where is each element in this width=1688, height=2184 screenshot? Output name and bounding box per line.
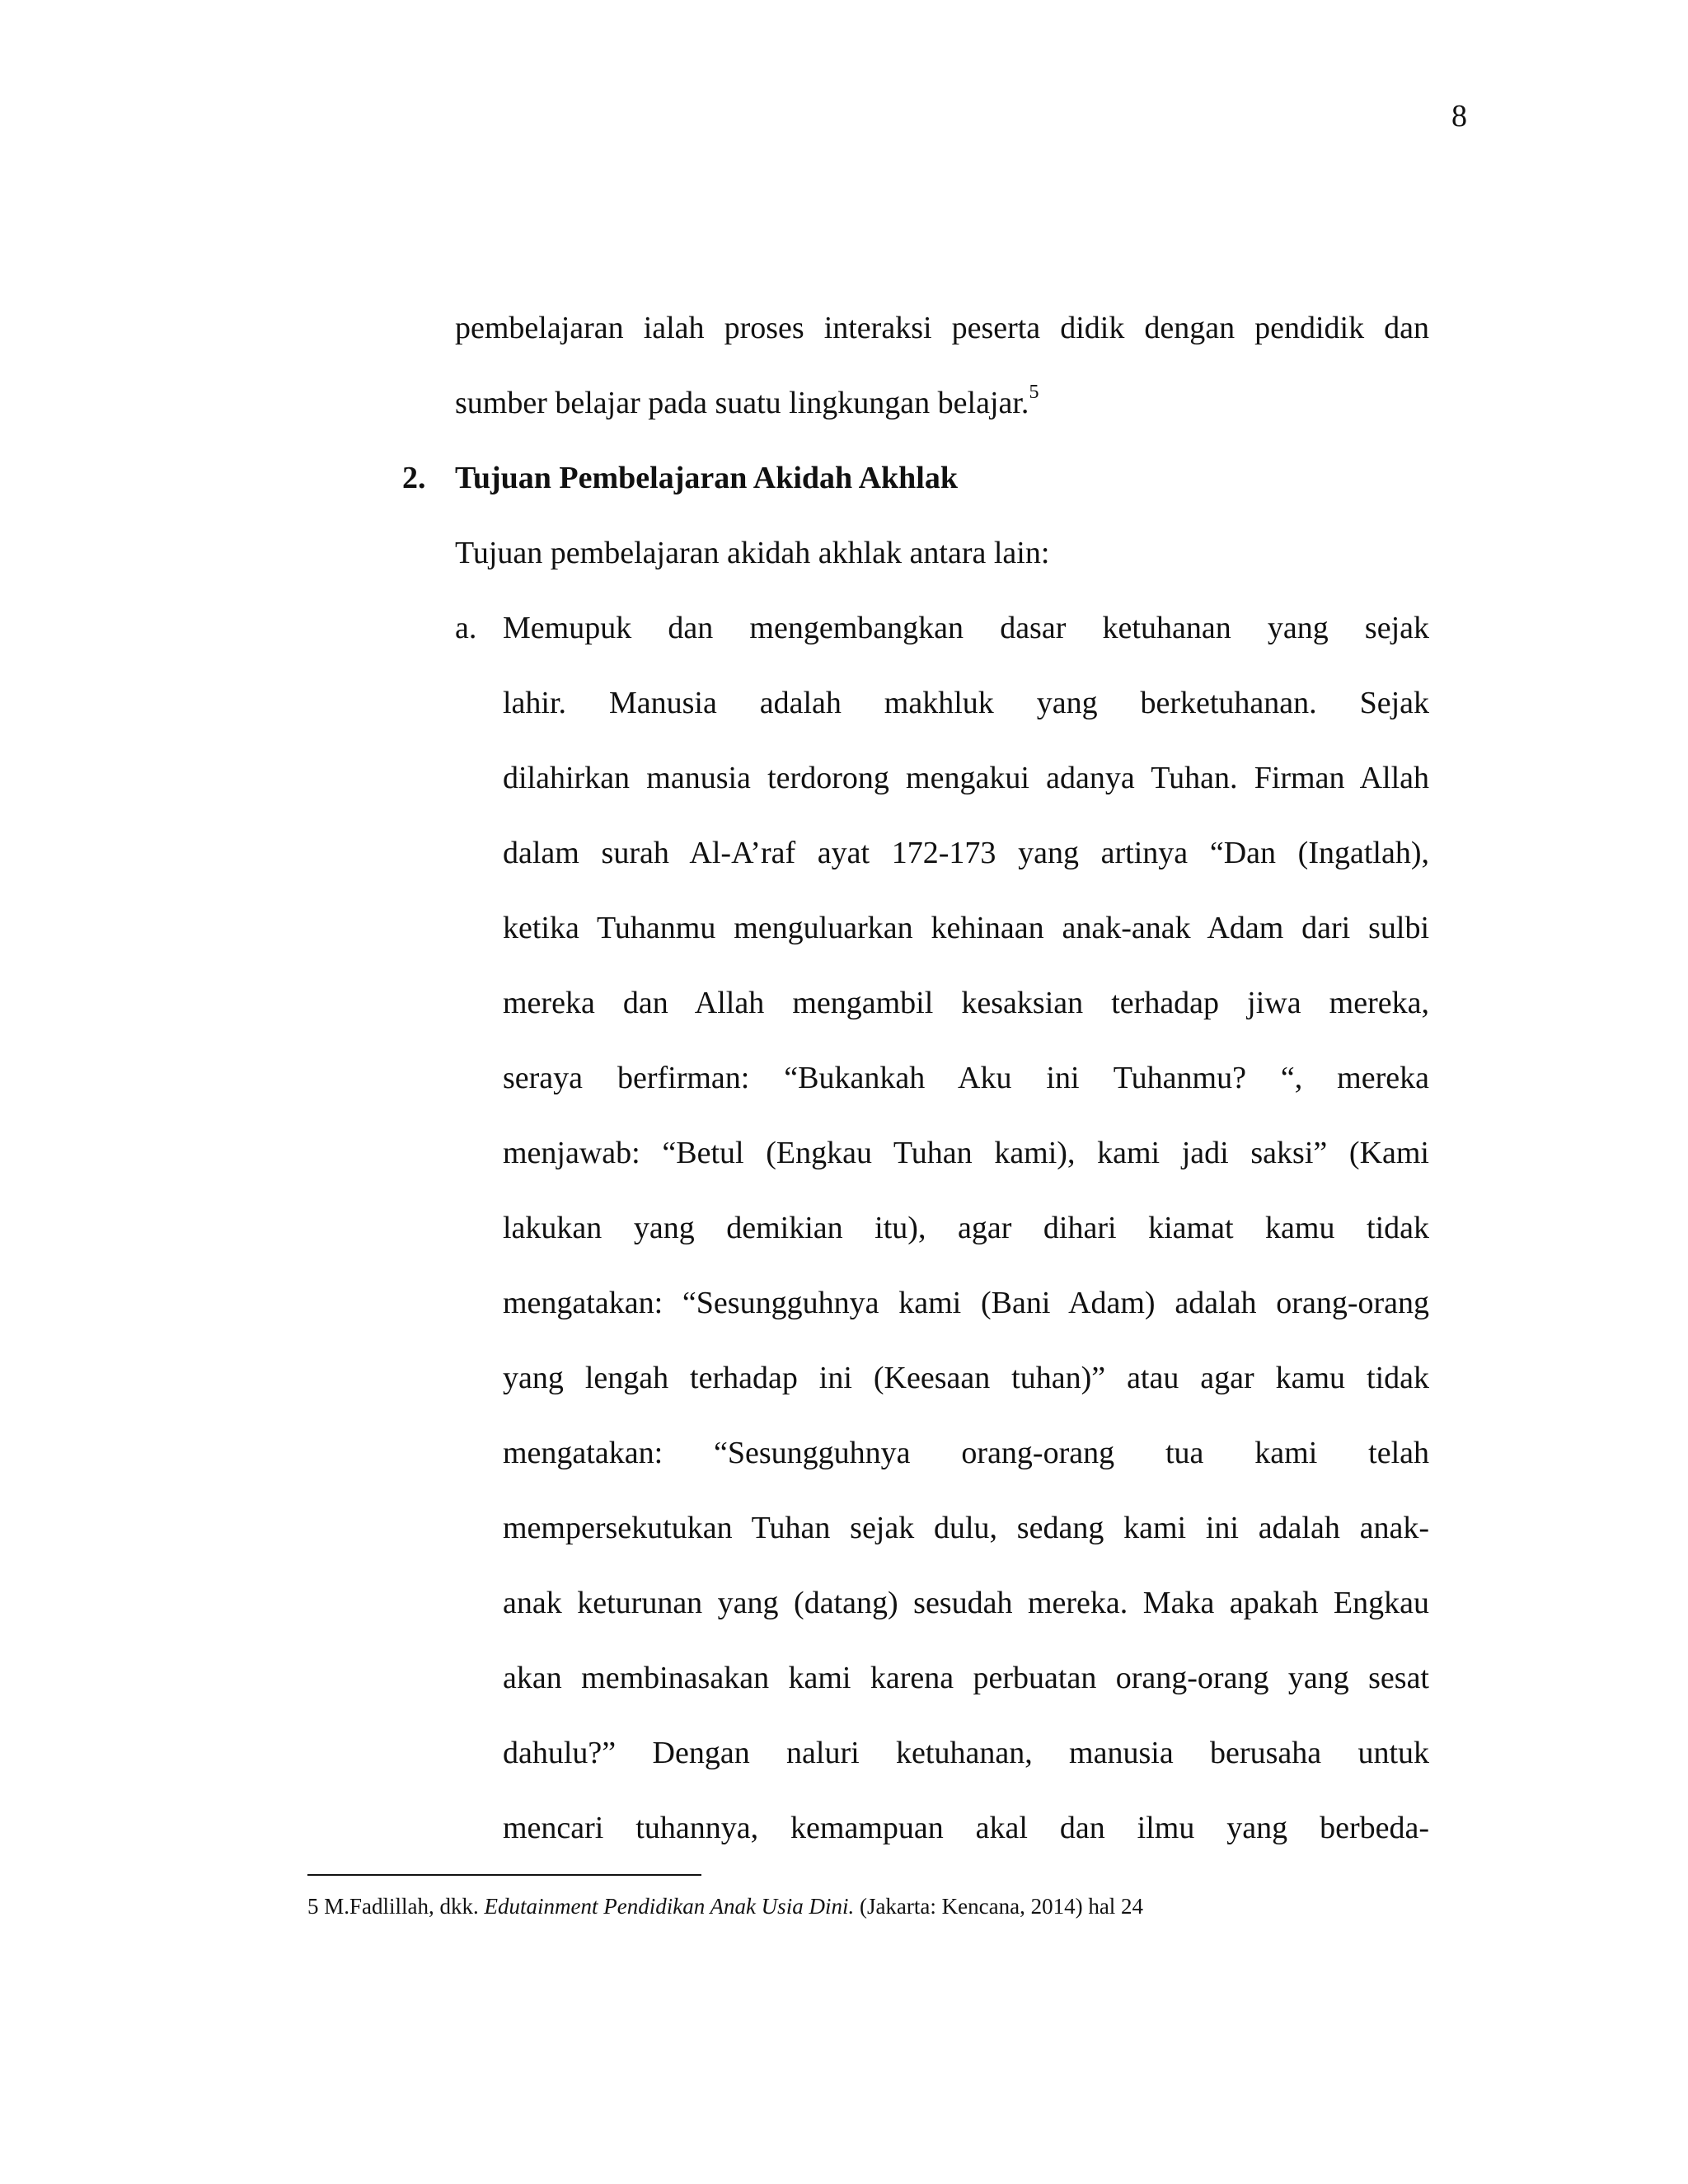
footnote [307,1892,1143,1920]
list-item-line: Memupuk dan mengembangkan dasar ketuhanan yang sejak [503,611,1429,645]
footnote-ref: 5 [1029,382,1039,404]
footnote-title: Edutainment Pendidikan Anak Usia Dini. [484,1894,855,1919]
intro-line-2-text: sumber belajar pada suatu lingkungan belajar. [455,386,1029,420]
section-lead: Tujuan pembelajaran akidah akhlak antara lain: [455,536,1050,570]
list-item-line: dahulu?” Dengan naluri ketuhanan, manusia berusaha untuk [503,1736,1429,1770]
list-item-letter: a. [455,611,477,645]
list-item-line: mengatakan: “Sesungguhnya orang-orang tua kami telah [503,1436,1429,1470]
list-item-line: seraya berfirman: “Bukankah Aku ini Tuhanmu? “, mereka [503,1061,1429,1095]
list-item-line: anak keturunan yang (datang) sesudah mereka. Maka apakah Engkau [503,1586,1429,1620]
list-item-line: mempersekutukan Tuhan sejak dulu, sedang kami ini adalah anak- [503,1511,1429,1545]
list-item-line: mereka dan Allah mengambil kesaksian terhadap jiwa mereka, [503,986,1429,1020]
page-number: 8 [1451,99,1467,134]
footnote-publication: (Jakarta: Kencana, 2014) hal 24 [859,1894,1144,1919]
list-item-line: mencari tuhannya, kemampuan akal dan ilmu yang berbeda- [503,1811,1429,1845]
footnote-number: 5 [307,1894,319,1919]
list-item-line: dalam surah Al-A’raf ayat 172-173 yang artinya “Dan (Ingatlah), [503,836,1429,870]
intro-line-1: pembelajaran ialah proses interaksi peserta didik dengan pendidik dan [455,311,1429,345]
list-item-line: ketika Tuhanmu menguluarkan kehinaan anak-anak Adam dari sulbi [503,911,1429,945]
intro-line-2 [455,384,1039,422]
list-item-line: akan membinasakan kami karena perbuatan orang-orang yang sesat [503,1661,1429,1695]
list-item-line: dilahirkan manusia terdorong mengakui adanya Tuhan. Firman Allah [503,761,1429,795]
list-item-line: lahir. Manusia adalah makhluk yang berketuhanan. Sejak [503,686,1429,720]
section-number: 2. [402,461,426,495]
list-item-line: mengatakan: “Sesungguhnya kami (Bani Adam) adalah orang-orang [503,1286,1429,1320]
footnote-author: M.Fadlillah, dkk. [324,1894,479,1919]
list-item-line: menjawab: “Betul (Engkau Tuhan kami), kami jadi saksi” (Kami [503,1136,1429,1170]
section-title: Tujuan Pembelajaran Akidah Akhlak [455,461,958,495]
list-item-line: lakukan yang demikian itu), agar dihari kiamat kamu tidak [503,1211,1429,1245]
list-item-line: yang lengah terhadap ini (Keesaan tuhan)” atau agar kamu tidak [503,1361,1429,1395]
footnote-separator [307,1874,701,1876]
